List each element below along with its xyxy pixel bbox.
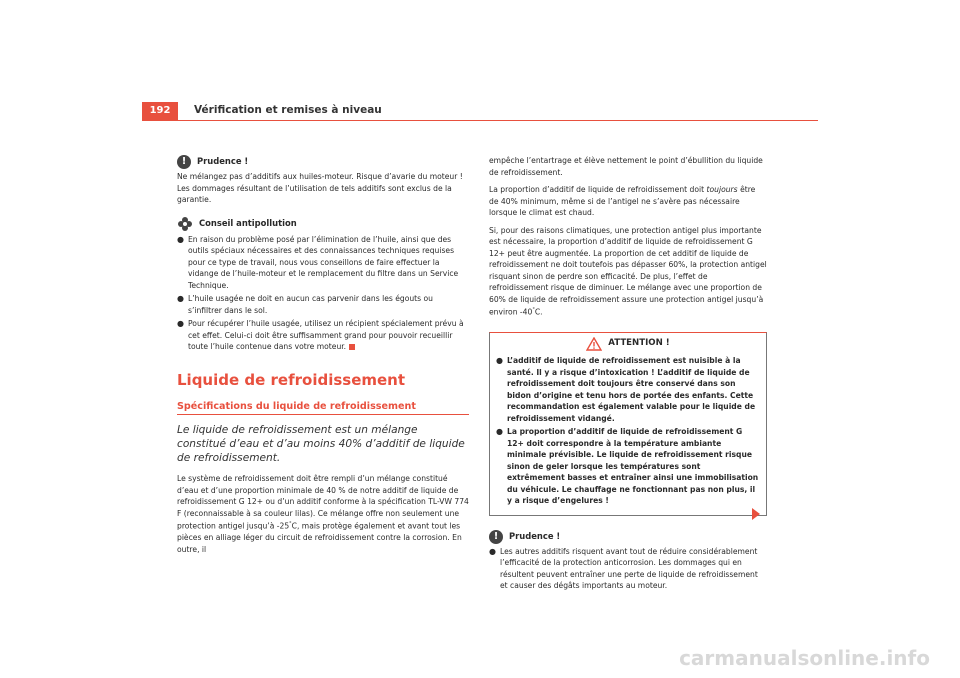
attention-title: ATTENTION ! [608, 338, 670, 349]
prudence-notice-2 [489, 530, 767, 592]
list-item: ● Pour récupérer l’huile usagée, utilisez un récipient spécialement prévu à cet effet. Celui-ci doit être suffisamment grand pour pouvoir recueillir toute l’huile contenue dans votre moteur. [177, 319, 464, 351]
page-number: 192 [142, 102, 178, 120]
list-item: ● Les autres additifs risquent avant tout de réduire considérablement l’efficacité de la protection anticorrosion. Les dommages qui en résultent peuvent entraîner une perte de liquide de refroidissement et causer des dégâts importants au moteur. [489, 546, 758, 591]
subsection-title: Spécifications du liquide de refroidissement [177, 401, 469, 416]
conseil-title: Conseil antipollution [199, 217, 297, 228]
body-paragraph: Si, pour des raisons climatiques, une protection antigel plus importante est nécessaire, la proportion d’additif de liquide de refroidissement G 12+ peut être augmentée. La proportion de cet additif de liquide de refroidissement ne doit toutefois pas dépasser 60%, la protection antigel risquant sinon de perdre son efficacité. De plus, l’effet de refroidissement risque de diminuer. Le mélange avec une proportion de 60% de liquide de refroidissement assure une protection antigel jusqu’à environ -40°C. [489, 225, 767, 317]
flower-eco-icon [177, 216, 193, 232]
list-item: ● La proportion d’additif de liquide de refroidissement G 12+ doit correspondre à la température ambiante minimale prévisible. Le liquide de refroidissement risque sinon de geler lorsque les températures sont extrêmement basses et entraîner ainsi une immobilisation du véhicule. Le chauffage ne fonctionnant pas non plus, il y a risque d’engelures ! [496, 427, 759, 506]
header-rule [142, 120, 818, 121]
attention-box [489, 332, 767, 516]
list-item: ● L’huile usagée ne doit en aucun cas parvenir dans les égouts ou s’infiltrer dans le sol. [177, 294, 433, 315]
list-item: ● En raison du problème posé par l’élimination de l’huile, ainsi que des outils spéciaux nécessaires et des connaissances techniques requises pour ce type de travail, nous vous conseillons de faire effectuer la vidange de l’huile-moteur et le remplacement du filtre dans un Service Technique. [177, 234, 459, 290]
list-item: ● L’additif de liquide de refroidissement est nuisible à la santé. Il y a risque d’intoxication ! L’additif de liquide de refroidissement doit toujours être conservé dans son bidon d’origine et tenu hors de portée des enfants. Cette recommandation est également valable pour le liquide de refroidissement vidangé. [496, 356, 756, 423]
prudence-title: Prudence ! [509, 530, 561, 541]
prudence-notice-1 [177, 155, 469, 206]
next-page-arrow-icon [752, 508, 760, 520]
section-title: Liquide de refroidissement [177, 370, 406, 389]
watermark: carmanualsonline.info [679, 646, 930, 670]
warning-triangle-icon [586, 337, 602, 351]
conseil-antipollution [177, 216, 469, 353]
warning-circle-icon: ! [489, 530, 503, 544]
body-paragraph: empêche l’entartrage et élève nettement le point d’ébullition du liquide de refroidissement. [489, 156, 763, 177]
right-column [489, 155, 767, 594]
warning-circle-icon: ! [177, 155, 191, 169]
end-of-section-mark [349, 344, 355, 350]
body-paragraph: La proportion d’additif de liquide de refroidissement doit toujours être de 40% minimum, même si de l’antigel ne s’avère pas nécessaire lorsque le climat est chaud. [489, 185, 756, 217]
prudence-title: Prudence ! [197, 156, 249, 167]
body-paragraph: Le système de refroidissement doit être rempli d’un mélange constitué d’eau et d’une proportion minimale de 40 % de notre additif de liquide de refroidissement G 12+ ou d’un additif conforme à la spécification TL-VW 774 F (reconnaissable à sa couleur lilas). Ce mélange offre non seulement une protection antigel jusqu’à -25°C, mais protège également et avant tout les pièces en alliage léger du circuit de refroidissement contre la corrosion. En outre, il [177, 474, 469, 554]
page-header-title: Vérification et remises à niveau [194, 104, 382, 116]
intro-text: Le liquide de refroidissement est un mélange constitué d’eau et d’au moins 40% d’additif de liquide de refroidissement. [177, 424, 465, 464]
prudence-text: Ne mélangez pas d’additifs aux huiles-moteur. Risque d’avarie du moteur ! Les dommages résultant de l’utilisation de tels additifs sont exclus de la garantie. [177, 172, 463, 204]
left-column [177, 155, 469, 561]
